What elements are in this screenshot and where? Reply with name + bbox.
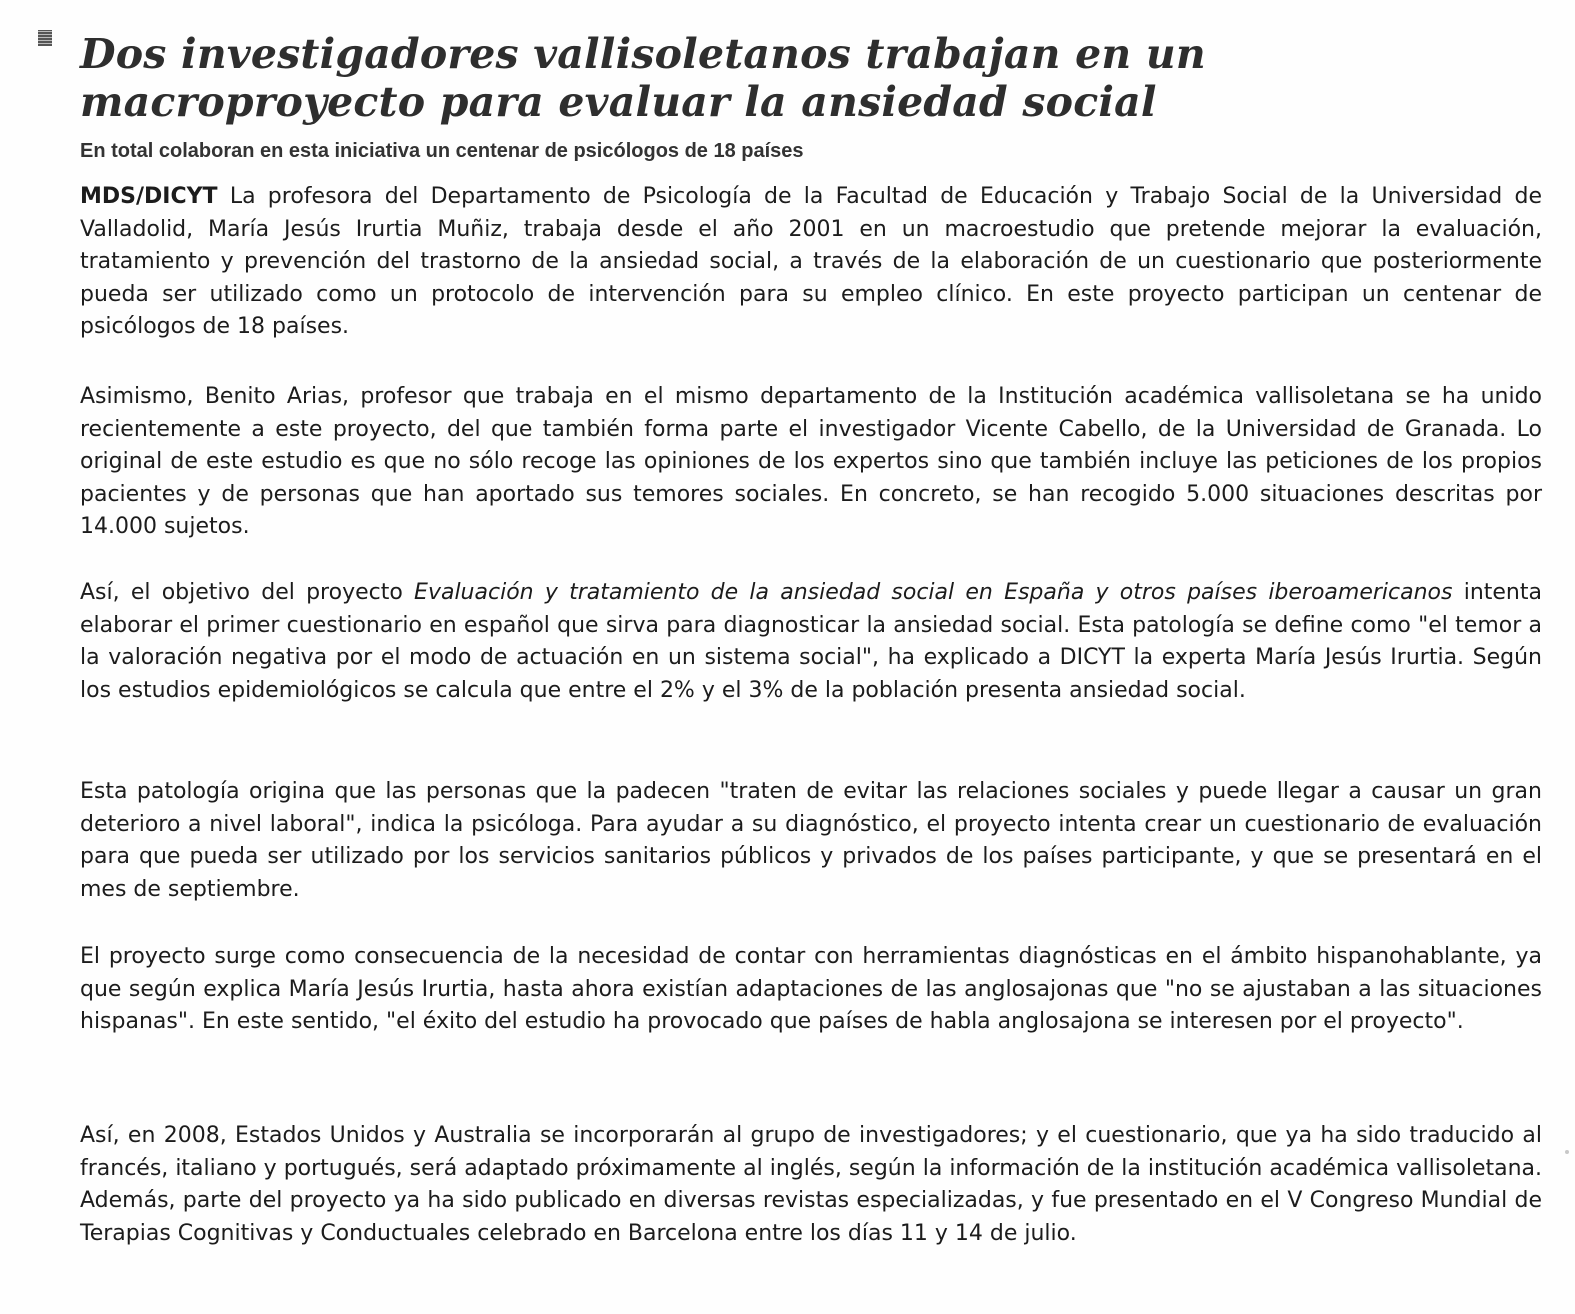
paragraph-6: Así, en 2008, Estados Unidos y Australia se incorporarán al grupo de investigadores; y el cuestionario, que ya ha sido traducido al francés, italiano y portugués, será adaptado próximamente al inglés, según la información de la institución académica vallisoletana. Además, parte del proyecto ya ha sido publicado en diversas revistas especializadas, y fue presentado en el V Congreso Mundial de Terapias Cognitivas y Conductuales celebrado en Barcelona entre los días 11 y 14 de julio. xyxy=(80,1123,1542,1246)
headline: Dos investigadores vallisoletanos trabajan en un macroproyecto para evaluar la ansiedad social xyxy=(80,30,1206,126)
project-title: Evaluación y tratamiento de la ansiedad social en España y otros países iberoamericanos xyxy=(414,580,1453,605)
bullet-square-icon xyxy=(38,30,52,46)
paragraph-2: Asimismo, Benito Arias, profesor que trabaja en el mismo departamento de la Institución académica vallisoletana se ha unido recientemente a este proyecto, del que también forma parte el investigador Vicente Cabello, de la Universidad de Granada. Lo original de este estudio es que no sólo recoge las opiniones de los expertos sino que también incluye las peticiones de los propios pacientes y de personas que han aportado sus temores sociales. En concreto, se han recogido 5.000 situaciones descritas por 14.000 sujetos. xyxy=(80,384,1542,540)
paragraph-3-intro: Así, el objetivo del proyecto xyxy=(80,580,415,605)
paragraph-1-text: La profesora del Departamento de Psicología de la Facultad de Educación y Trabajo Social de la Universidad de Valladolid, María Jesús Irurtia Muñiz, trabaja desde el año 2001 en un macroestudio que pretende mejorar la evaluación, tratamiento y prevención del trastorno de la ansiedad social, a través de la elaboración de un cuestionario que posteriormente pueda ser utilizado como un protocolo de intervención para su empleo clínico. En este proyecto participan un centenar de psicólogos de 18 países. xyxy=(80,184,1542,340)
source-credit: MDS/DICYT xyxy=(80,184,218,209)
scan-speck xyxy=(1565,1150,1569,1154)
paragraph-4: Esta patología origina que las personas que la padecen "traten de evitar las relaciones sociales y puede llegar a causar un gran deterioro a nivel laboral", indica la psicóloga. Para ayudar a su diagnóstico, el proyecto intenta crear un cuestionario de evaluación para que pueda ser utilizado por los servicios sanitarios públicos y privados de los países participante, y que se presentará en el mes de septiembre. xyxy=(80,779,1542,902)
paragraph-1 xyxy=(80,181,1542,344)
paragraph-3 xyxy=(80,577,1542,707)
paragraph-5: El proyecto surge como consecuencia de la necesidad de contar con herramientas diagnósticas en el ámbito hispanohablante, ya que según explica María Jesús Irurtia, hasta ahora existían adaptaciones de las anglosajonas que "no se ajustaban a las situaciones hispanas". En este sentido, "el éxito del estudio ha provocado que países de habla anglosajona se interesen por el proyecto". xyxy=(80,944,1542,1035)
paragraph-3-rest: intenta elaborar el primer cuestionario en español que sirva para diagnosticar la ansiedad social. Esta patología se define como "el temor a la valoración negativa por el modo de actuación en un sistema social", ha explicado a DICYT la experta María Jesús Irurtia. Según los estudios epidemiológicos se calcula que entre el 2% y el 3% de la población presenta ansiedad social. xyxy=(80,580,1542,703)
subheadline: En total colaboran en esta iniciativa un centenar de psicólogos de 18 países xyxy=(80,140,804,162)
